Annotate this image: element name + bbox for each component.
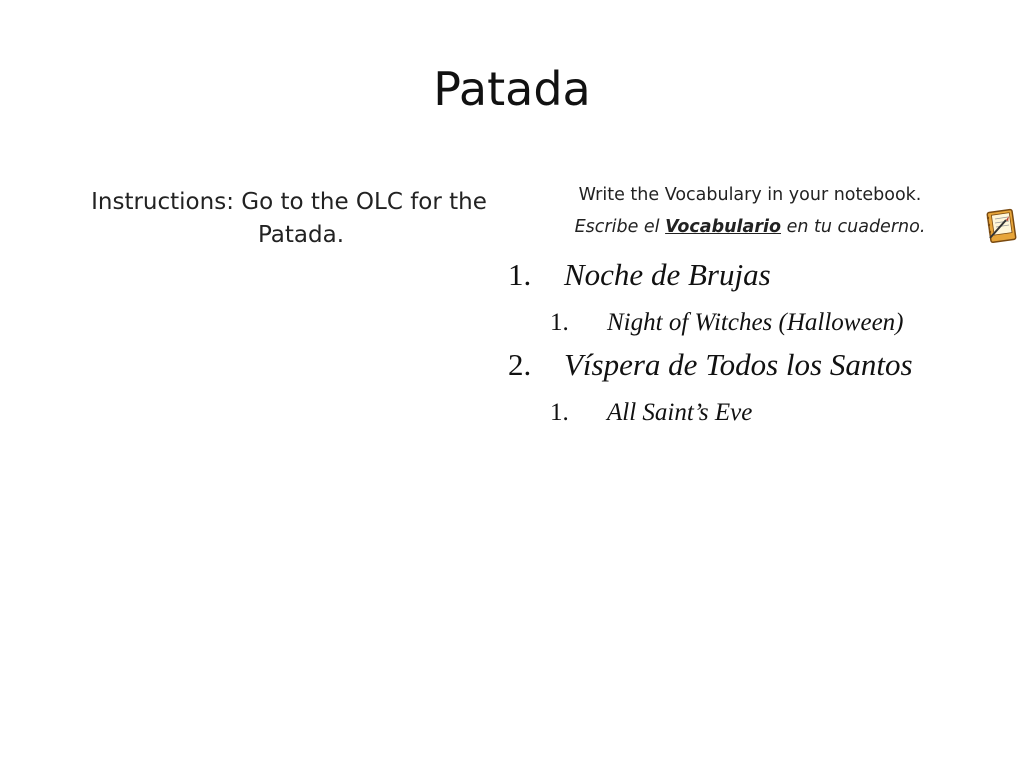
vocab-definition	[500, 398, 1020, 428]
instruction-spanish	[500, 217, 1000, 238]
slide-title: Patada	[433, 62, 591, 116]
vocab-term-number: 1.	[508, 257, 532, 292]
instruction-spanish-start: Escribe el	[574, 217, 666, 237]
instruction-english: Write the Vocabulary in your notebook.	[578, 185, 922, 205]
right-content	[500, 185, 1020, 434]
vocab-item-2	[500, 346, 1020, 428]
vocab-term	[500, 346, 1020, 383]
vocab-term-text: Noche de Brujas	[564, 257, 771, 292]
vocab-definition-number: 1.	[550, 399, 569, 427]
vocab-term-text: Víspera de Todos los Santos	[564, 347, 913, 383]
vocab-definition-text: All Saint’s Eve	[607, 399, 753, 427]
vocab-term	[500, 256, 1020, 293]
instruction-spanish-end: en tu cuaderno.	[781, 217, 926, 237]
vocab-definition-text: Night of Witches (Halloween)	[607, 309, 904, 337]
vocab-term-number: 2.	[508, 347, 532, 383]
vocab-item-1	[500, 256, 1020, 338]
vocab-definition	[500, 308, 1020, 338]
notebook-icon	[984, 208, 1018, 244]
left-instructions: Instructions: Go to the OLC for the Patada.	[91, 189, 487, 249]
vocab-definition-number: 1.	[550, 309, 569, 337]
instruction-spanish-vocab-word: Vocabulario	[665, 217, 782, 237]
vocabulary-list	[500, 256, 1020, 428]
